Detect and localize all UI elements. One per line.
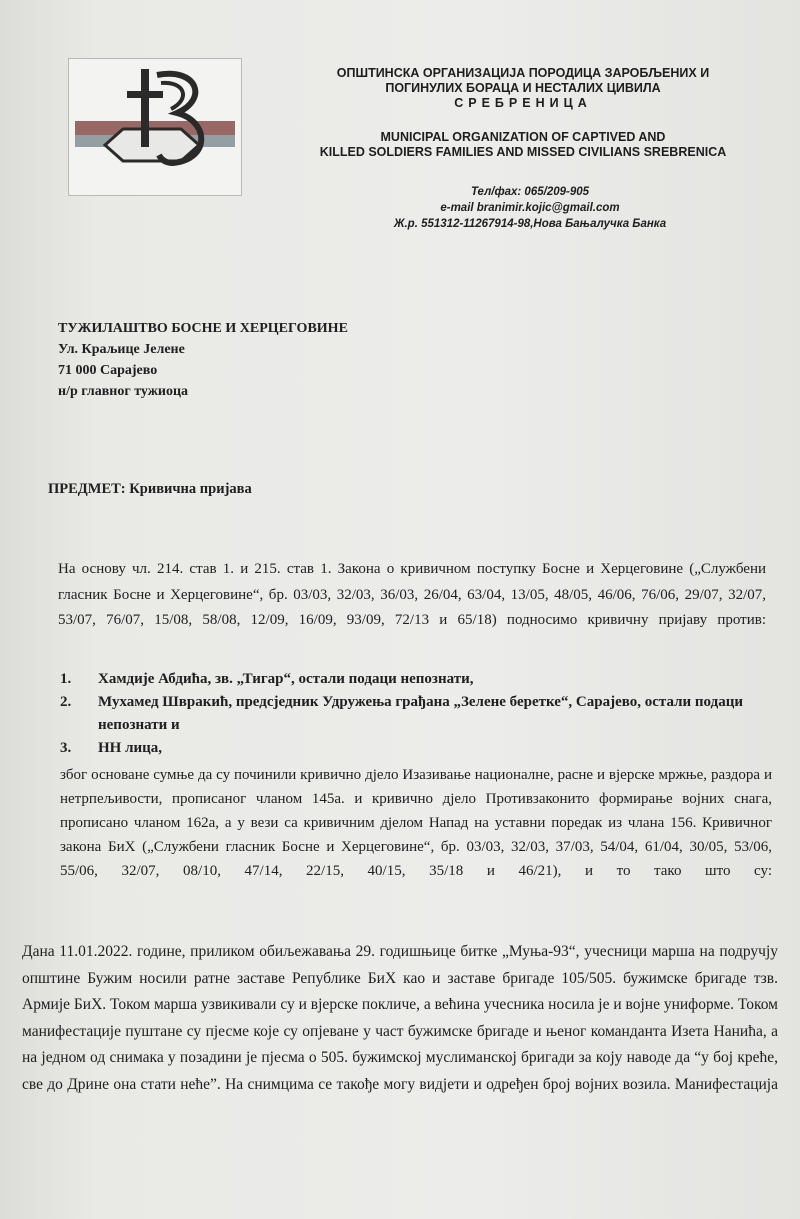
recipient-address xyxy=(58,318,348,402)
facts-paragraph: Дана 11.01.2022. године, приликом обиљежавања 29. годишњице битке „Муња-93“, учесници марша на подручју општине Бужим носили ратне заставе Републике БиХ као и заставе бригаде 105/505. бужимске бригаде тзв. Армије БиХ. Током марша узвикивали су и вјерске покличе, а већина учесника носила је и војне униформе. Током манифестације пуштане су пјесме које су опјеване у част бужимске бригаде и њеног команданта Изета Нанића, а на једном од снимака у позадини је пјесма о 505. бужимској муслиманској бригади за коју наводе да “у бој креће, све до Дрине она стати неће”. На снимцима се такође могу видјети и одређен број војних возила. Манифестација xyxy=(22,943,778,1093)
phone-fax: Тел/фах: 065/209-905 xyxy=(470,186,590,198)
org-name-sr-line2: ПОГИНУЛИХ БОРАЦА И НЕСТАЛИХ ЦИВИЛА xyxy=(385,81,661,95)
contact-block xyxy=(330,184,730,232)
org-name-sr-line1: ОПШТИНСКА ОРГАНИЗАЦИЈА ПОРОДИЦА ЗАРОБЉЕНИХ И xyxy=(336,66,710,80)
org-name-en-line1: MUNICIPAL ORGANIZATION OF CAPTIVED AND xyxy=(380,130,666,144)
org-city-sr: СРЕБРЕНИЦА xyxy=(454,96,592,110)
recipient-street: Ул. Краљице Јелене xyxy=(58,342,185,357)
organization-logo xyxy=(68,58,242,196)
bank-account: Ж.р. 551312-11267914-98,Нова Бањалучка Банка xyxy=(393,218,667,230)
intro-paragraph: На основу чл. 214. став 1. и 215. став 1. Закона о кривичном поступку Босне и Херцеговине („Службени гласник Босне и Херцеговине“, бр. 03/03, 32/03, 36/03, 26/04, 63/04, 13/05, 48/05, 46/06, 76/06, 29/07, 32/07, 53/07, 76/07, 15/08, 58/08, 12/09, 16/09, 93/09, 72/13 и 65/18) подносимо кривичну пријаву против: xyxy=(58,561,766,628)
org-name-en-line2: KILLED SOLDIERS FAMILIES AND MISSED CIVILIANS SREBRENICA xyxy=(319,145,727,159)
grounds-paragraph: због основане сумње да су починили кривично дјело Изазивање националне, расне и вјерске мржње, раздора и нетрпељивости, прописаног чланом 145а. и кривично дјело Противзаконито формирање војних снага, прописано чланом 162а, а у вези са кривичним дјелом Напад на уставни поредак из члана 156. Кривичног закона БиХ („Службени гласник Босне и Херцеговине“, бр. 03/03, 32/03, 37/03, 54/04, 61/04, 30/05, 53/06, 55/06, 32/07, 08/10, 47/14, 22/15, 40/15, 35/18 и 46/21), и то тако што су: xyxy=(60,767,772,879)
recipient-city: 71 000 Сарајево xyxy=(58,363,158,378)
accused-list xyxy=(60,668,772,760)
logo-emblem-icon xyxy=(69,59,241,195)
recipient-attention: н/р главног тужиоца xyxy=(58,384,189,399)
subject-line: ПРЕДМЕТ: Кривична пријава xyxy=(48,481,252,497)
organization-header xyxy=(258,66,788,160)
list-item: 1. Хамдије Абдића, зв. „Тигар“, остали подаци непознати, xyxy=(60,671,474,687)
recipient-name: ТУЖИЛАШТВО БОСНЕ И ХЕРЦЕГОВИНЕ xyxy=(58,321,348,336)
list-item: 2. Мухамед Швракић, предсједник Удружења грађана „Зелене беретке“, Сарајево, остали подаци непознати и xyxy=(60,694,743,733)
list-item: 3. НН лица, xyxy=(60,740,163,756)
email-address: e-mail branimir.kojic@gmail.com xyxy=(440,202,620,214)
